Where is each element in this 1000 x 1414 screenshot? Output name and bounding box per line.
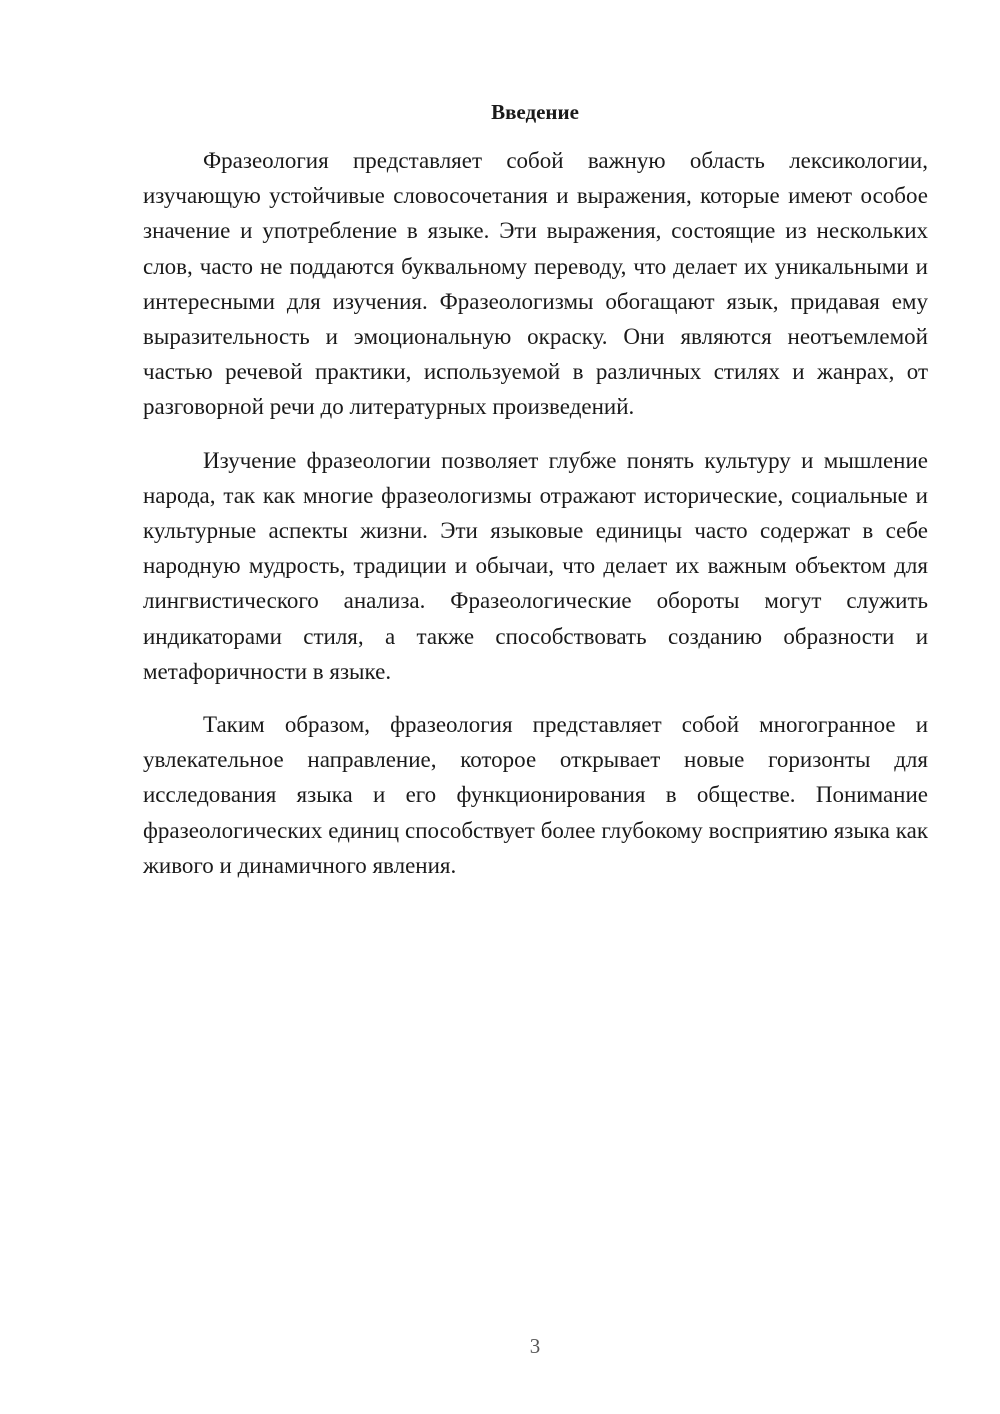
paragraph-3: Таким образом, фразеология представляет собой многогранное и увлекательное направление, которое открывает новые горизонты для исследования языка и его функционирования в обществе. Понимание фразеологических единиц способствует более глубокому восприятию языка как живого и динамичного явления. xyxy=(143,712,928,878)
page-title: Введение xyxy=(491,100,579,124)
page-number: 3 xyxy=(529,1334,541,1358)
paragraph-1: Фразеология представляет собой важную область лексикологии, изучающую устойчивые словосочетания и выражения, которые имеют особое значение и употребление в языке. Эти выражения, состоящие из нескольких слов, часто не поддаются буквальному переводу, что делает их уникальными и интересными для изучения. Фразеологизмы обогащают язык, придавая ему выразительность и эмоциональную окраску. Они являются неотъемлемой частью речевой практики, используемой в различных стилях и жанрах, от разговорной речи до литературных произведений. xyxy=(143,148,928,420)
body-text xyxy=(143,143,928,901)
paragraph-2: Изучение фразеологии позволяет глубже понять культуру и мышление народа, так как многие фразеологизмы отражают исторические, социальные и культурные аспекты жизни. Эти языковые единицы часто содержат в себе народную мудрость, традиции и обычаи, что делает их важным объектом для лингвистического анализа. Фразеологические обороты могут служить индикаторами стиля, а также способствовать созданию образности и метафоричности в языке. xyxy=(143,447,928,684)
